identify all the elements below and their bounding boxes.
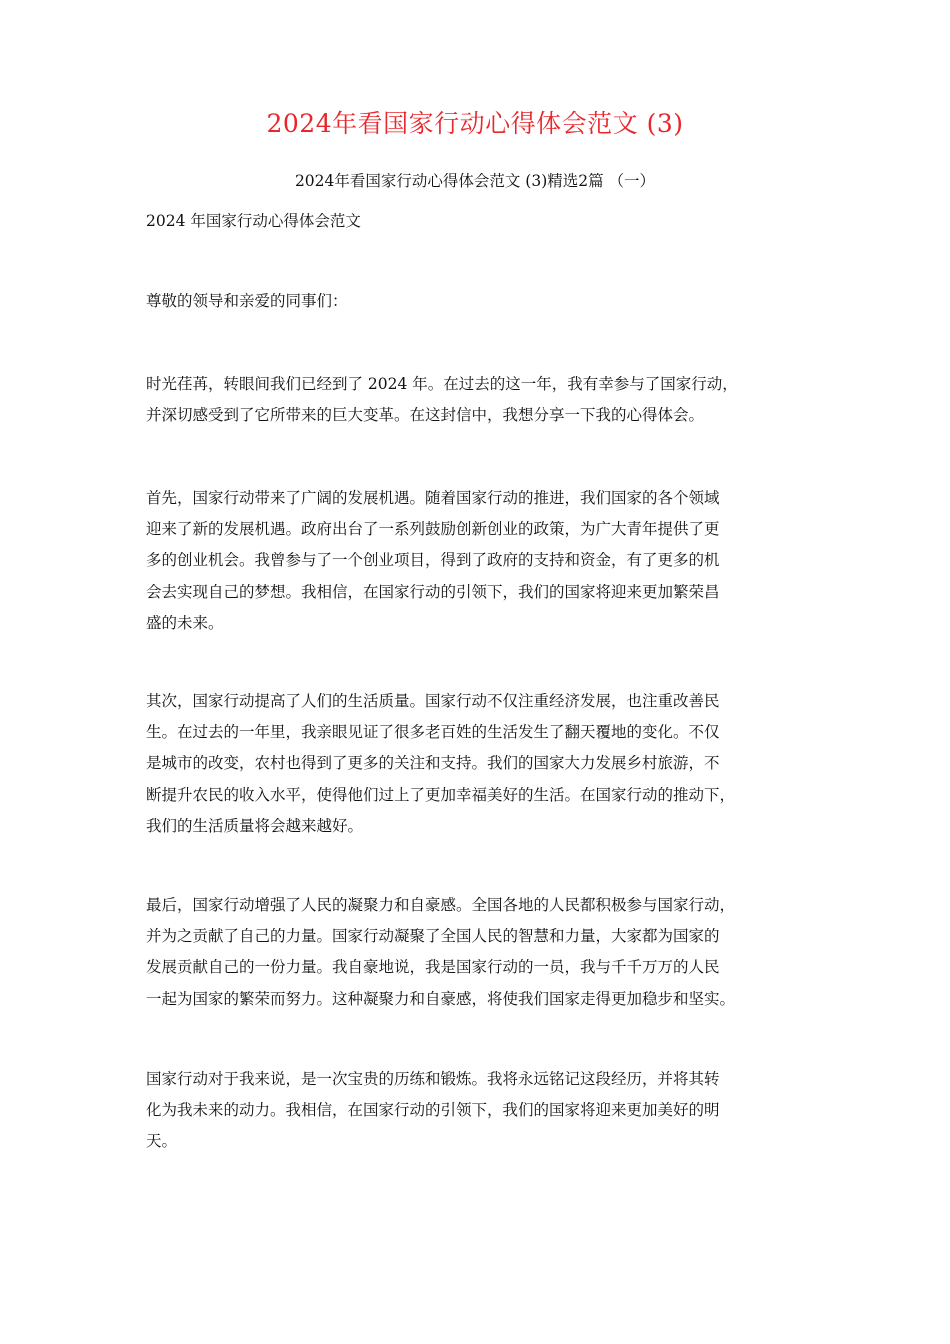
paragraph-line: 一起为国家的繁荣而努力。这种凝聚力和自豪感，将使我们国家走得更加稳步和坚实。 (146, 989, 736, 1008)
paragraph-line: 会去实现自己的梦想。我相信，在国家行动的引领下，我们的国家将迎来更加繁荣昌 (146, 582, 720, 601)
paragraph-line: 断提升农民的收入水平，使得他们过上了更加幸福美好的生活。在国家行动的推动下， (146, 785, 736, 804)
paragraph-line: 天。 (146, 1132, 178, 1151)
paragraph-line: 首先，国家行动带来了广阔的发展机遇。随着国家行动的推进，我们国家的各个领域 (146, 489, 720, 507)
paragraph-line: 国家行动对于我来说，是一次宝贵的历练和锻炼。我将永远铭记这段经历，并将其转 (146, 1070, 720, 1088)
paragraph-line: 并深切感受到了它所带来的巨大变革。在这封信中，我想分享一下我的心得体会。 (146, 406, 705, 425)
paragraph-line: 是城市的改变，农村也得到了更多的关注和支持。我们的国家大力发展乡村旅游，不 (146, 754, 720, 773)
salutation (146, 286, 348, 317)
section-heading: 2024 年国家行动心得体会范文 (146, 212, 361, 230)
paragraph-3 (146, 686, 735, 842)
paragraph-line: 其次，国家行动提高了人们的生活质量。国家行动不仅注重经济发展，也注重改善民 (146, 692, 720, 710)
paragraph-line: 我们的生活质量将会越来越好。 (146, 816, 364, 835)
document-title: 2024年看国家行动心得体会范文 (3) (266, 109, 684, 138)
document-subtitle: 2024年看国家行动心得体会范文 (3)精选2篇 （一） (294, 172, 656, 190)
paragraph-line: 时光荏苒，转眼间我们已经到了 2024 年。在过去的这一年，我有幸参与了国家行动， (146, 375, 738, 393)
paragraph-line: 最后，国家行动增强了人民的凝聚力和自豪感。全国各地的人民都积极参与国家行动， (146, 896, 736, 914)
paragraph-line: 迎来了新的发展机遇。政府出台了一系列鼓励创新创业的政策，为广大青年提供了更 (146, 520, 720, 539)
paragraph-1 (146, 369, 738, 431)
paragraph-line: 盛的未来。 (146, 613, 224, 632)
paragraph-5 (146, 1064, 720, 1158)
paragraph-line: 多的创业机会。我曾参与了一个创业项目，得到了政府的支持和资金，有了更多的机 (146, 551, 720, 570)
paragraph-line: 并为之贡献了自己的力量。国家行动凝聚了全国人民的智慧和力量，大家都为国家的 (146, 927, 720, 946)
paragraph-4 (146, 890, 735, 1015)
paragraph-line: 生。在过去的一年里，我亲眼见证了很多老百姓的生活发生了翻天覆地的变化。不仅 (146, 723, 720, 742)
paragraph-line: 化为我未来的动力。我相信，在国家行动的引领下，我们的国家将迎来更加美好的明 (146, 1101, 720, 1120)
paragraph-2 (146, 483, 720, 639)
salutation-line: 尊敬的领导和亲爱的同事们： (146, 292, 348, 310)
paragraph-line: 发展贡献自己的一份力量。我自豪地说，我是国家行动的一员，我与千千万万的人民 (146, 958, 720, 977)
